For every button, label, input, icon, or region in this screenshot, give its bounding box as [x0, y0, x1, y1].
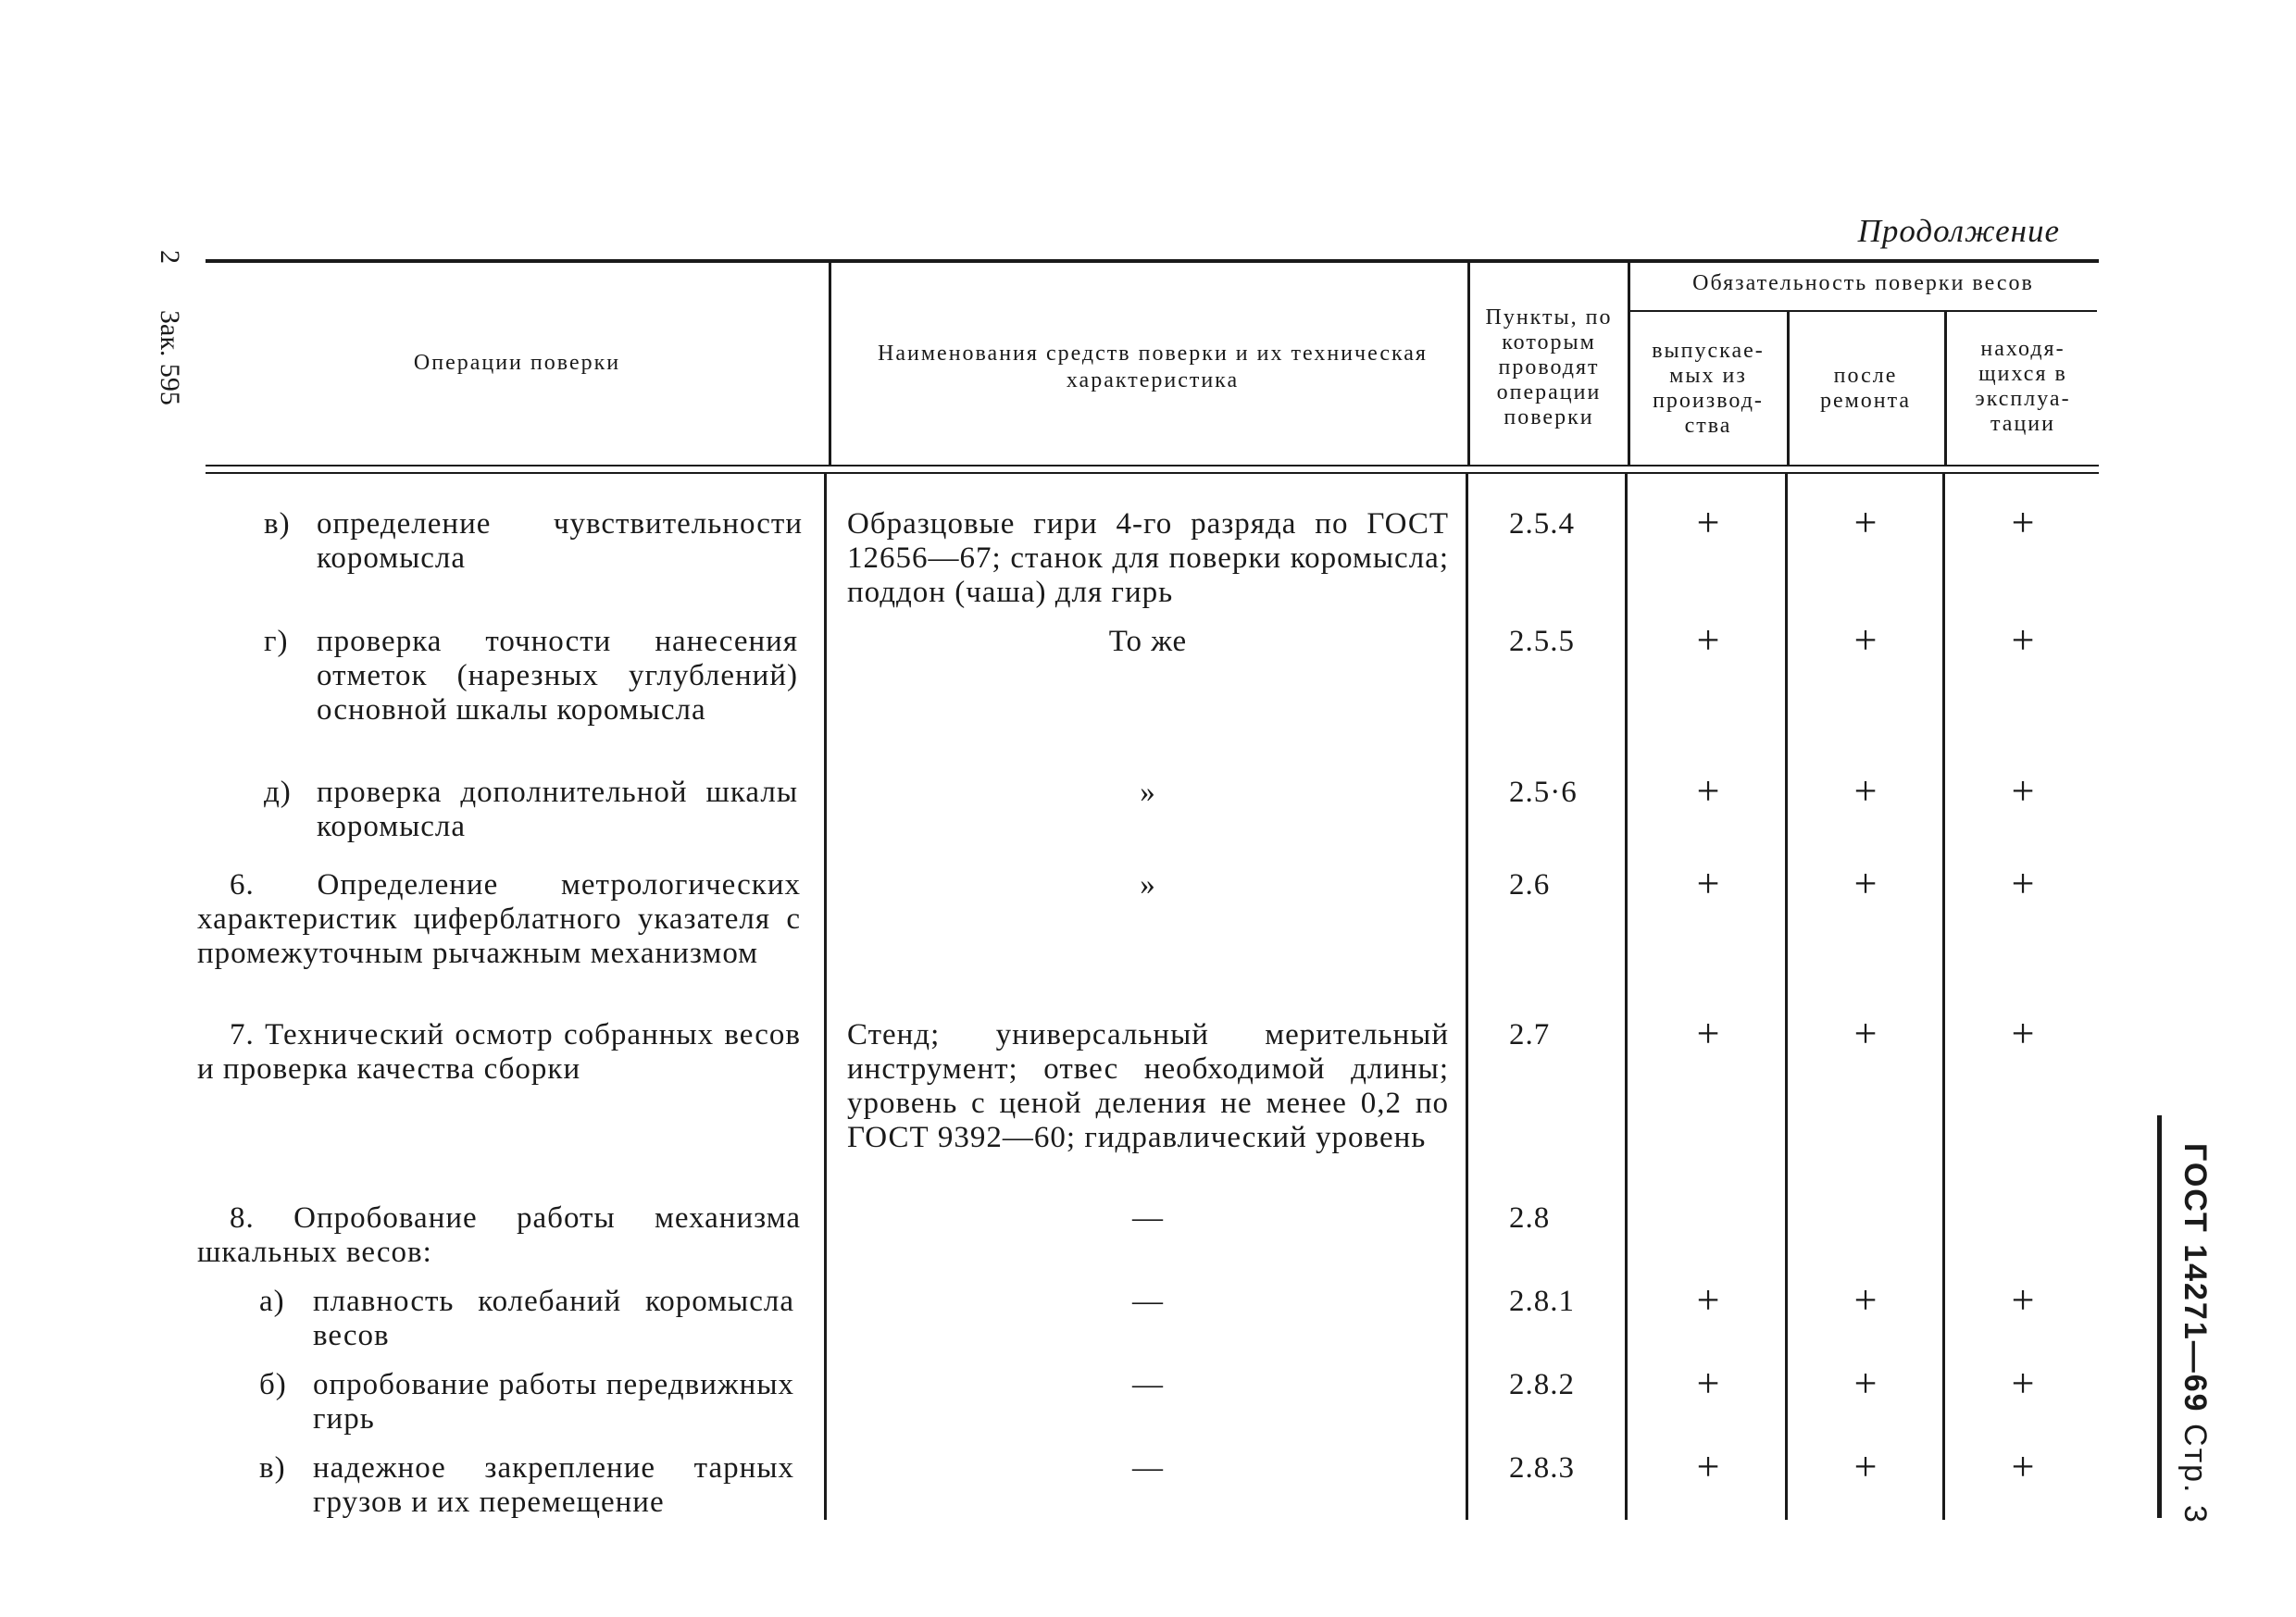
right-margin-rule — [2157, 1115, 2162, 1518]
mark-in-use: + — [2011, 861, 2035, 906]
item-cell: 2.6 — [1509, 868, 1551, 902]
operation-cell: определение чувствительности коромысла — [317, 507, 803, 575]
col-sep-2 — [1466, 474, 1468, 1520]
header-bottom-rule-2 — [206, 472, 2099, 474]
mark-in-use: + — [2011, 1444, 2035, 1489]
operation-cell: плавность колебаний коромысла весов — [313, 1285, 794, 1352]
item-cell: 2.8.2 — [1509, 1368, 1575, 1401]
col-sep-4-head — [1787, 312, 1790, 465]
left-margin-page-number: 2 — [155, 250, 185, 264]
mark-from-production: + — [1696, 861, 1720, 906]
mark-in-use: + — [2011, 1277, 2035, 1323]
col-sep-5 — [1942, 474, 1945, 1520]
tool-cell: — — [1132, 1285, 1164, 1318]
mark-after-repair: + — [1853, 1361, 1878, 1406]
mark-after-repair: + — [1853, 1011, 1878, 1056]
col-sep-1-head — [829, 263, 831, 465]
tool-cell: — — [1132, 1201, 1164, 1235]
mark-after-repair: + — [1853, 1277, 1878, 1323]
mark-in-use: + — [2011, 500, 2035, 545]
header-tools: Наименования средств поверки и их техническая характеристика — [878, 342, 1428, 392]
tool-cell: Стенд; универсальный мерительный инструмент; отвес необходимой длины; уровень с ценой деления не менее 0,2 по ГОСТ 9392—60; гидравлический уровень — [847, 1018, 1449, 1154]
col-sep-3 — [1625, 474, 1628, 1520]
row-label: б) — [259, 1368, 287, 1401]
row-label: в) — [259, 1451, 286, 1485]
mark-in-use: + — [2011, 617, 2035, 663]
mark-from-production: + — [1696, 1277, 1720, 1323]
right-margin-standard — [2177, 1143, 2213, 1524]
mark-after-repair: + — [1853, 500, 1878, 545]
mark-from-production: + — [1696, 500, 1720, 545]
header-after-repair: после ремонта — [1819, 364, 1912, 413]
tool-cell: » — [1140, 776, 1156, 809]
tool-cell: » — [1140, 868, 1156, 902]
mark-after-repair: + — [1853, 1444, 1878, 1489]
mark-from-production: + — [1696, 1361, 1720, 1406]
mark-after-repair: + — [1853, 768, 1878, 814]
mark-from-production: + — [1696, 768, 1720, 814]
operation-cell: проверка дополнительной шкалы коромысла — [317, 776, 798, 843]
item-cell: 2.8.1 — [1509, 1285, 1575, 1318]
header-obligation-group: Обязательность поверки весов — [1692, 271, 2034, 295]
header-from-production: выпускае-мых из производ-ства — [1652, 339, 1765, 438]
page-number: Стр. 3 — [2177, 1424, 2213, 1524]
operation-cell: надежное закрепление тарных грузов и их перемещение — [313, 1451, 794, 1519]
mark-after-repair: + — [1853, 861, 1878, 906]
col-sep-4 — [1785, 474, 1788, 1520]
operation-cell: 8. Опробование работы механизма шкальных весов: — [197, 1201, 801, 1269]
operation-cell: 7. Технический осмотр собранных весов и проверка качества сборки — [197, 1018, 801, 1086]
standard-number: ГОСТ 14271—69 — [2177, 1143, 2213, 1413]
header-in-use: находя-щихся в эксплуа-тации — [1975, 337, 2071, 436]
item-cell: 2.5.4 — [1509, 507, 1575, 541]
item-cell: 2.7 — [1509, 1018, 1551, 1051]
tool-cell: Образцовые гири 4-го разряда по ГОСТ 12656—67; станок для поверки коромысла; поддон (чаша) для гирь — [847, 507, 1449, 609]
header-bottom-rule-1 — [206, 465, 2099, 466]
item-cell: 2.8 — [1509, 1201, 1551, 1235]
obligation-group-rule — [1629, 310, 2097, 312]
mark-in-use: + — [2011, 1011, 2035, 1056]
operation-cell: 6. Определение метрологических характеристик циферблатного указателя с промежуточным рычажным механизмом — [197, 868, 801, 970]
col-sep-5-head — [1944, 312, 1947, 465]
mark-from-production: + — [1696, 1011, 1720, 1056]
item-cell: 2.8.3 — [1509, 1451, 1575, 1485]
header-items: Пункты, по которым проводят операции поверки — [1485, 305, 1613, 429]
row-label: д) — [264, 776, 292, 809]
row-label: в) — [264, 507, 291, 541]
tool-cell: — — [1132, 1368, 1164, 1401]
col-sep-1 — [824, 474, 827, 1520]
left-margin-order-number: Зак. 595 — [155, 310, 185, 405]
operation-cell: проверка точности нанесения отметок (нарезных углублений) основной шкалы коромысла — [317, 625, 798, 727]
tool-cell: — — [1132, 1451, 1164, 1485]
tool-cell: То же — [1108, 625, 1188, 658]
mark-in-use: + — [2011, 768, 2035, 814]
item-cell: 2.5.5 — [1509, 625, 1575, 658]
mark-from-production: + — [1696, 1444, 1720, 1489]
row-label: а) — [259, 1285, 285, 1318]
mark-after-repair: + — [1853, 617, 1878, 663]
row-label: г) — [264, 625, 289, 658]
mark-in-use: + — [2011, 1361, 2035, 1406]
header-operations: Операции поверки — [413, 351, 621, 375]
mark-from-production: + — [1696, 617, 1720, 663]
item-cell: 2.5·6 — [1509, 776, 1578, 809]
operation-cell: опробование работы передвижных гирь — [313, 1368, 794, 1436]
table-top-rule — [206, 259, 2099, 263]
continuation-label: Продолжение — [1857, 213, 2060, 249]
